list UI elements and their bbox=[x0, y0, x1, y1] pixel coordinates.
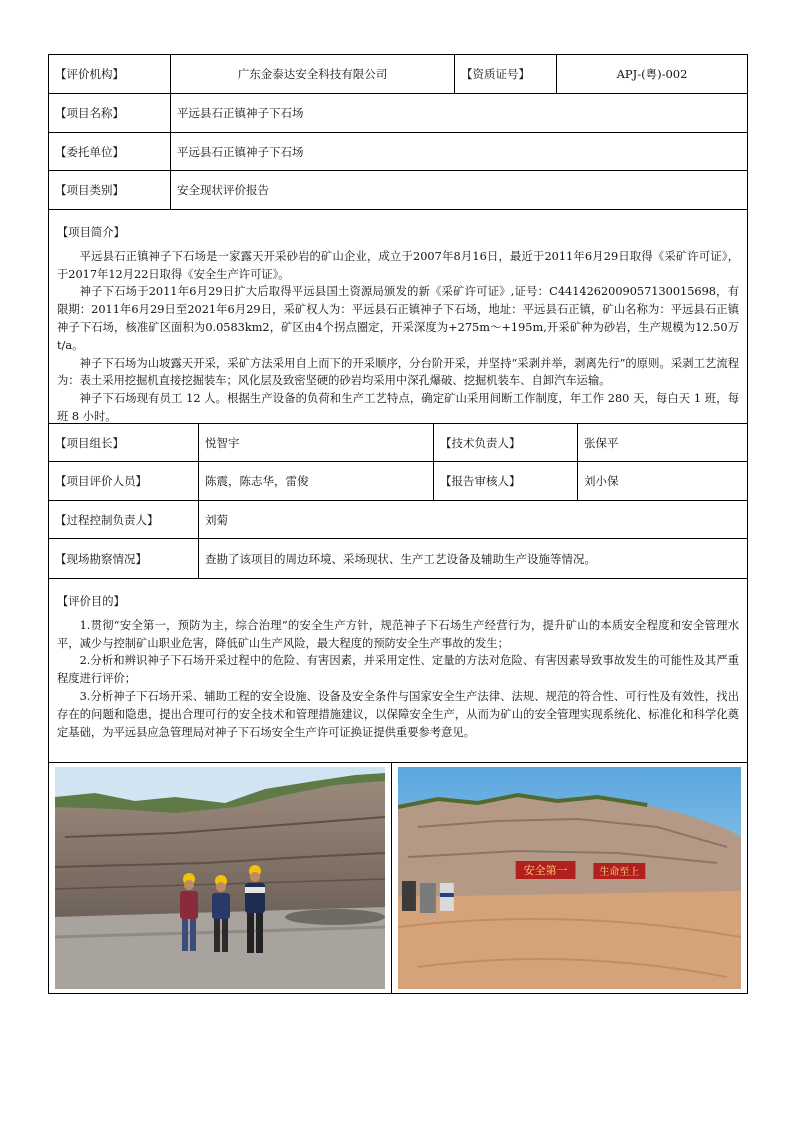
org-value: 广东金泰达安全科技有限公司 bbox=[170, 55, 454, 93]
project-label: 【项目名称】 bbox=[55, 106, 124, 120]
site-photo-team bbox=[49, 763, 391, 993]
org-label: 【评价机构】 bbox=[55, 67, 124, 81]
intro-paragraph: 神子下石场为山坡露天开采，采矿方法采用自上而下的开采顺序，分台阶开采，并坚持“采剥并举，剥离先行”的原则。采剥工艺流程为：表土采用挖掘机直接挖掘装车；风化层及致密坚硬的砂岩均采用中深孔爆破、挖掘机装车、自卸汽车运输。 bbox=[57, 356, 739, 388]
type-row bbox=[49, 170, 747, 209]
intro-heading: 【项目简介】 bbox=[57, 226, 125, 239]
process-label: 【过程控制负责人】 bbox=[55, 512, 159, 527]
quarry-face-photo bbox=[398, 767, 741, 989]
purpose-paragraph: 3.分析神子下石场开采、辅助工程的安全设施、设备及安全条件与国家安全生产法律、法规、规范的符合性、可行性及有效性，找出存在的问题和隐患，提出合理可行的安全技术和管理措施建议，以保障安全生产，从而为矿山的安全管理实现系统化、标准化和科学化奠定基础，为平远县应急管理局对神子下石场安全生产许可证换证提供重要参考意见。 bbox=[57, 689, 739, 739]
process-value: 刘菊 bbox=[198, 501, 747, 538]
reviewer-value: 刘小保 bbox=[577, 462, 747, 500]
cert-value: APJ-(粤)-002 bbox=[556, 55, 747, 93]
evaluators-label: 【项目评价人员】 bbox=[55, 474, 147, 488]
leader-value: 悦智宇 bbox=[198, 424, 433, 461]
survey-value: 查勘了该项目的周边环境、采场现状、生产工艺设备及辅助生产设施等情况。 bbox=[198, 539, 747, 578]
project-row bbox=[49, 93, 747, 132]
cert-label: 【资质证号】 bbox=[454, 55, 556, 93]
purpose-paragraph: 1.贯彻“安全第一，预防为主，综合治理”的安全生产方针，规范神子下石场生产经营行为，提升矿山的本质安全程度和安全管理水平，减少与控制矿山职业危害，降低矿山生产风险，最大程度的预防安全生产事故的发生； bbox=[57, 618, 739, 650]
type-label: 【项目类别】 bbox=[55, 183, 124, 197]
report-sheet bbox=[48, 54, 748, 994]
client-label: 【委托单位】 bbox=[55, 144, 124, 159]
type-value: 安全现状评价报告 bbox=[170, 171, 747, 209]
tech-label: 【技术负责人】 bbox=[433, 424, 577, 461]
intro-paragraph: 神子下石场于2011年6月29日扩大后取得平远县国土资源局颁发的新《采矿许可证》,证号：C4414262009057130015698，有限期：2011年6月29日至2021年6月29日，采矿权人为：平远县石正镇神子下石场，地址：平远县石正镇，矿山名称为：平远县石正镇神子下石场，核准矿区面积为0.0583km2，矿区由4个拐点圈定，开采深度为+275m～+195m,开采矿种为砂岩，生产规模为12.50万t/a。 bbox=[57, 285, 739, 352]
evaluators-row bbox=[49, 461, 747, 500]
evaluation-purpose bbox=[49, 578, 747, 762]
client-row bbox=[49, 132, 747, 170]
survey-label: 【现场勘察情况】 bbox=[55, 551, 147, 566]
reviewer-label: 【报告审核人】 bbox=[433, 462, 577, 500]
evaluators-value: 陈震，陈志华，雷俊 bbox=[198, 462, 433, 500]
intro-paragraph: 神子下石场现有员工 12 人。根据生产设备的负荷和生产工艺特点，确定矿山采用间断工作制度，年工作 280 天，每白天 1 班，每班 8 小时。 bbox=[57, 392, 739, 423]
intro-paragraph: 平远县石正镇神子下石场是一家露天开采砂岩的矿山企业，成立于2007年8月16日，最近于2011年6月29日取得《采矿许可证》，于2017年12月22日取得《安全生产许可证》。 bbox=[57, 249, 739, 281]
site-photos bbox=[49, 762, 747, 993]
safety-sign-text: 安全第一 bbox=[523, 863, 568, 878]
project-value: 平远县石正镇神子下石场 bbox=[170, 94, 747, 132]
leader-row bbox=[49, 423, 747, 461]
org-row bbox=[49, 55, 747, 93]
process-row bbox=[49, 500, 747, 538]
life-sign-text: 生命至上 bbox=[599, 866, 640, 879]
tech-value: 张保平 bbox=[577, 424, 747, 461]
purpose-paragraph: 2.分析和辨识神子下石场开采过程中的危险、有害因素，并采用定性、定量的方法对危险、有害因素导致事故发生的可能性及其严重程度进行评价； bbox=[57, 654, 739, 686]
purpose-heading: 【评价目的】 bbox=[57, 595, 125, 608]
site-photo-quarry bbox=[391, 763, 747, 993]
client-value: 平远县石正镇神子下石场 bbox=[170, 133, 747, 170]
survey-row bbox=[49, 538, 747, 578]
leader-label: 【项目组长】 bbox=[55, 435, 124, 450]
project-intro bbox=[49, 209, 747, 423]
quarry-team-photo bbox=[55, 767, 385, 989]
